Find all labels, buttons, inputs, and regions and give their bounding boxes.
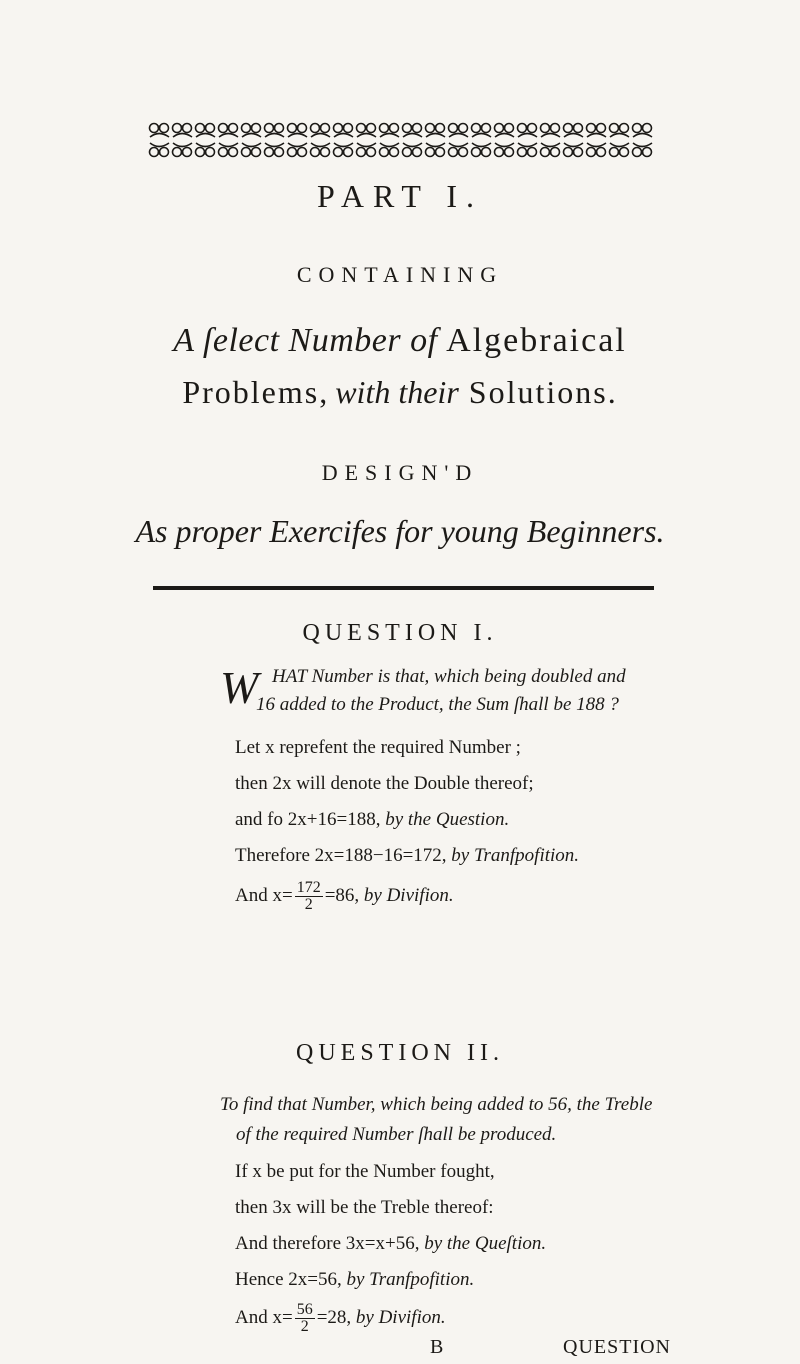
solution-line <box>235 730 675 766</box>
question-1-result <box>235 880 454 913</box>
subtitle-of: of <box>410 322 438 359</box>
subtitle-select: ſelect <box>202 322 280 359</box>
question-1-solution <box>235 730 675 874</box>
subtitle-problems: Problems <box>182 374 320 410</box>
result-fraction <box>295 1302 315 1335</box>
solution-note: by the Question. <box>385 809 510 830</box>
solution-line <box>235 1190 675 1226</box>
result-value: =28, <box>316 1306 356 1328</box>
fraction-denominator: 2 <box>304 896 313 913</box>
solution-text: and fo 2x+16=188, <box>235 809 386 830</box>
question-1-dropcap: W <box>220 662 259 713</box>
solution-line <box>235 1262 675 1298</box>
result-fraction <box>295 880 323 913</box>
solution-line <box>235 802 675 838</box>
solution-text: then 3x will be the Treble thereof: <box>235 1197 494 1218</box>
solution-line <box>235 1226 675 1262</box>
catchword: QUESTION <box>563 1336 671 1358</box>
solution-text: Therefore 2x=188−16=172, <box>235 845 452 866</box>
question-2-statement-line-2: of the required Number ſhall be produced. <box>236 1124 557 1145</box>
part-title: PART I. <box>316 178 483 214</box>
solution-line <box>235 838 675 874</box>
fraction-numerator: 172 <box>296 879 321 896</box>
solution-note: by Tranfpofition. <box>346 1269 475 1290</box>
fraction-numerator: 56 <box>296 1301 313 1318</box>
question-1-statement-line-2: 16 added to the Product, the Sum ſhall be 188 ? <box>256 694 619 715</box>
solution-note: by Tranfpofition. <box>451 845 580 866</box>
solution-line <box>235 766 675 802</box>
question-2-result <box>235 1302 446 1335</box>
solution-text: then 2x will denote the Double thereof; <box>235 773 534 794</box>
solution-line <box>235 1154 675 1190</box>
solution-text: And therefore 3x=x+56, <box>235 1233 425 1254</box>
result-note: by Divifion. <box>363 884 454 906</box>
result-value: =86, <box>324 884 364 906</box>
question-2-statement-line-1: To find that Number, which being added to 56, the Treble <box>220 1094 653 1115</box>
solution-note: by the Queſtion. <box>424 1233 547 1254</box>
subtitle-comma: , <box>319 374 336 410</box>
solution-text: If x be put for the Number fought, <box>235 1161 495 1182</box>
ornament-band-graphic <box>148 118 654 162</box>
subtitle-number: Number <box>279 322 411 359</box>
signature-mark: B <box>430 1336 444 1358</box>
result-prefix: And x= <box>235 1306 293 1328</box>
subtitle-line-2 <box>0 374 800 411</box>
designed-label: DESIGN'D <box>321 460 479 485</box>
purpose-line: As proper Exercifes for young Beginners. <box>135 513 665 549</box>
subtitle-a: A <box>173 322 203 359</box>
containing-label: CONTAINING <box>296 262 504 287</box>
result-note: by Divifion. <box>355 1306 446 1328</box>
question-2-statement <box>220 1090 652 1150</box>
question-2-title: QUESTION II. <box>296 1040 504 1066</box>
subtitle-algebraical: Algebraical <box>437 322 627 359</box>
ornament-band <box>148 118 654 162</box>
horizontal-rule <box>153 586 654 590</box>
question-2-solution <box>235 1154 675 1298</box>
solution-text: Let x reprefent the required Number ; <box>235 737 521 758</box>
fraction-denominator: 2 <box>300 1318 309 1335</box>
question-1-statement-line-1: HAT Number is that, which being doubled and <box>272 666 626 687</box>
question-1-title: QUESTION I. <box>302 620 498 646</box>
subtitle-line-1 <box>0 322 800 360</box>
subtitle-solutions: Solutions. <box>458 374 618 410</box>
subtitle-with: with their <box>335 374 459 410</box>
result-prefix: And x= <box>235 884 293 906</box>
solution-text: Hence 2x=56, <box>235 1269 347 1290</box>
